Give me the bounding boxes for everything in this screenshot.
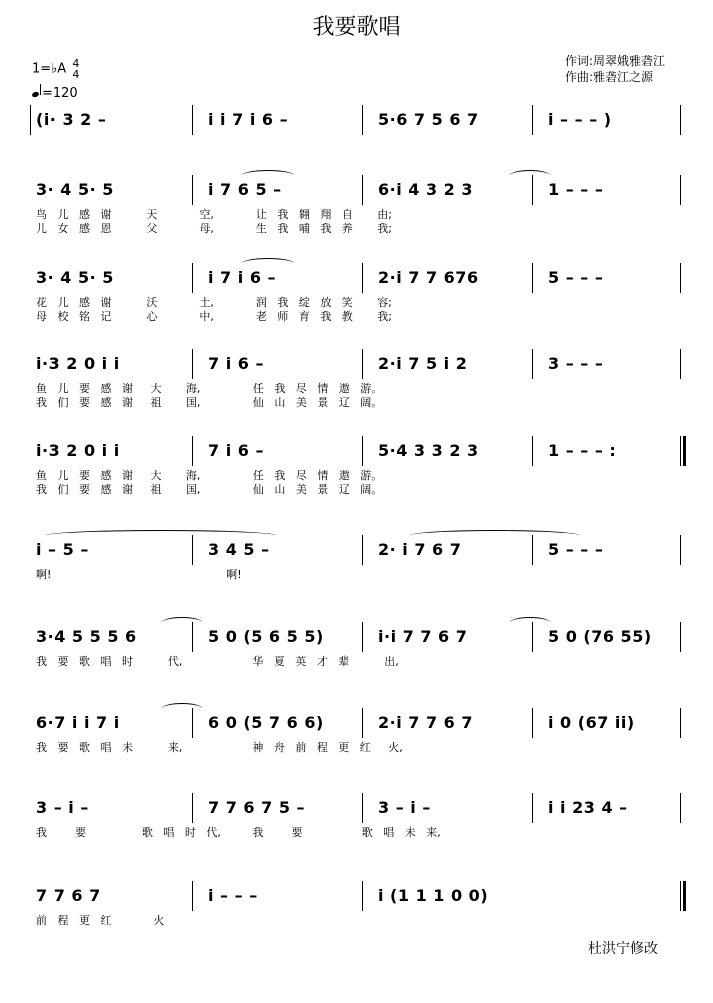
composer-credit: 作曲:雅砻江之源 [565, 70, 654, 84]
barline [362, 881, 363, 911]
barline [532, 793, 533, 823]
barline [362, 105, 363, 135]
lyrics-verse-1: 我 要 歌 唱 时 代, 华 夏 英 才 辈 出, [36, 655, 399, 668]
notes-line [30, 180, 685, 202]
measure: i i 7 i 6 – [208, 110, 289, 129]
barline [680, 263, 681, 293]
measure: 1 – – – [548, 180, 604, 199]
slur [510, 170, 550, 181]
barline [532, 105, 533, 135]
measure: i 7 i 6 – [208, 268, 277, 287]
measure: 7 7 6 7 [36, 886, 101, 905]
notes-line [30, 886, 685, 908]
measure: 3 – – – [548, 354, 604, 373]
barline [680, 622, 681, 652]
final-barline [683, 881, 686, 911]
lyrics-verse-1: 鸟 儿 感 谢 天 空, 让 我 翱 翔 自 由; [36, 208, 392, 221]
barline [680, 436, 681, 466]
barline [532, 263, 533, 293]
barline [362, 175, 363, 205]
barline [680, 881, 681, 911]
lyrics-verse-1: 我 要 歌 唱 未 来, 神 舟 前 程 更 红 火, [36, 741, 403, 754]
key-signature [32, 58, 79, 80]
quarter-note-icon [31, 91, 39, 98]
measure: 2·i 7 7 676 [378, 268, 479, 287]
measure: 7 7 6 7 5 – [208, 798, 306, 817]
measure: 3 4 5 – [208, 540, 270, 559]
measure: 3·4 5 5 5 6 [36, 627, 137, 646]
measure: i – – – [208, 886, 258, 905]
barline [532, 436, 533, 466]
time-signature [72, 58, 79, 80]
notes-line [30, 354, 685, 376]
editor-credit: 杜洪宁修改 [588, 941, 658, 957]
barline [680, 105, 681, 135]
measure: 3 – i – [378, 798, 431, 817]
barline [362, 263, 363, 293]
notes-line [30, 110, 685, 132]
measure: 6·i 4 3 2 3 [378, 180, 474, 199]
measure: 2· i 7 6 7 [378, 540, 462, 559]
lyrics-verse-2: 我 们 要 感 谢 祖 国, 仙 山 美 景 辽 阔。 [36, 483, 383, 496]
slur [162, 703, 202, 714]
measure: 3 – i – [36, 798, 89, 817]
barline [680, 793, 681, 823]
slur [242, 258, 294, 269]
tempo-marking [32, 84, 78, 101]
barline [362, 436, 363, 466]
barline [192, 793, 193, 823]
measure: 5 – – – [548, 540, 604, 559]
barline [192, 349, 193, 379]
notes-line [30, 713, 685, 735]
lyrics-verse-1: 鱼 儿 要 感 谢 大 海, 任 我 尽 情 遨 游。 [36, 469, 383, 482]
time-signature-top: 4 [72, 57, 80, 70]
lyrics-verse-1: 鱼 儿 要 感 谢 大 海, 任 我 尽 情 遨 游。 [36, 382, 383, 395]
measure: 5·4 3 3 2 3 [378, 441, 479, 460]
barline [680, 349, 681, 379]
measure: i·3 2 0 i i [36, 441, 120, 460]
slur [410, 530, 580, 541]
measure: 1 – – – : [548, 441, 617, 460]
slur [242, 170, 294, 181]
barline [192, 881, 193, 911]
measure: 5·6 7 5 6 7 [378, 110, 479, 129]
barline [30, 105, 31, 135]
measure: (i· 3 2 – [36, 110, 107, 129]
measure: 3· 4 5· 5 [36, 268, 114, 287]
measure: 7 i 6 – [208, 354, 264, 373]
measure: i·i 7 7 6 7 [378, 627, 468, 646]
measure: 5 0 (76 55) [548, 627, 652, 646]
measure: i – 5 – [36, 540, 89, 559]
final-barline [683, 436, 686, 466]
lyrics-verse-2: 儿 女 感 恩 父 母, 生 我 哺 我 养 我; [36, 222, 392, 235]
lyricist-credit: 作词:周翠娥雅砻江 [565, 54, 666, 68]
lyrics-verse-1: 啊! 啊! [36, 568, 242, 581]
notes-line [30, 798, 685, 820]
measure: i·3 2 0 i i [36, 354, 120, 373]
barline [362, 793, 363, 823]
barline [532, 708, 533, 738]
measure: i 0 (67 ii) [548, 713, 635, 732]
slur [46, 530, 276, 541]
lyrics-verse-2: 我 们 要 感 谢 祖 国, 仙 山 美 景 辽 阔。 [36, 396, 383, 409]
note-stem-icon [40, 84, 41, 95]
lyrics-verse-2: 母 校 铭 记 心 中, 老 师 育 我 教 我; [36, 310, 392, 323]
measure: i i 23 4 – [548, 798, 628, 817]
notes-line [30, 268, 685, 290]
measure: 6·7 i i 7 i [36, 713, 120, 732]
notes-line [30, 441, 685, 463]
tempo-value: =120 [42, 86, 78, 101]
measure: 3· 4 5· 5 [36, 180, 114, 199]
barline [362, 349, 363, 379]
barline [362, 708, 363, 738]
slur [510, 617, 550, 628]
slur [162, 617, 202, 628]
lyrics-verse-1: 花 儿 感 谢 沃 土, 润 我 绽 放 笑 容; [36, 296, 392, 309]
lyrics-verse-1: 前 程 更 红 火 [36, 914, 165, 927]
song-title: 我要歌唱 [312, 15, 401, 40]
measure: i 7 6 5 – [208, 180, 282, 199]
measure: i – – – ) [548, 110, 612, 129]
barline [532, 349, 533, 379]
notes-line [30, 540, 685, 562]
barline [680, 535, 681, 565]
measure: 7 i 6 – [208, 441, 264, 460]
measure: i (1 1 1 0 0) [378, 886, 489, 905]
barline [192, 105, 193, 135]
measure: 5 – – – [548, 268, 604, 287]
barline [192, 436, 193, 466]
time-signature-bottom: 4 [72, 68, 80, 81]
barline [362, 622, 363, 652]
barline [680, 708, 681, 738]
barline [362, 535, 363, 565]
barline [192, 263, 193, 293]
barline [680, 175, 681, 205]
measure: 6 0 (5 7 6 6) [208, 713, 324, 732]
measure: 5 0 (5 6 5 5) [208, 627, 324, 646]
measure: 2·i 7 7 6 7 [378, 713, 474, 732]
notes-line [30, 627, 685, 649]
key-label: 1=♭A [32, 61, 67, 77]
measure: 2·i 7 5 i 2 [378, 354, 468, 373]
barline [192, 175, 193, 205]
lyrics-verse-1: 我 要 歌 唱 时 代, 我 要 歌 唱 未 来, [36, 826, 441, 839]
